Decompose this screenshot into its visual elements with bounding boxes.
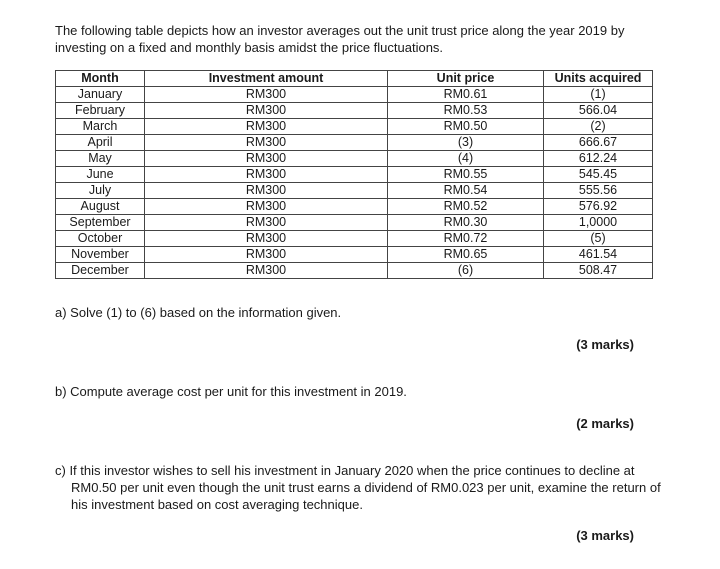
cell-units-acquired: 612.24 [544,151,653,167]
table-row [56,87,653,103]
cell-investment-amount: RM300 [145,263,388,279]
question-c-marks: (3 marks) [576,528,634,543]
cell-investment-amount: RM300 [145,231,388,247]
table-row [56,183,653,199]
cell-investment-amount: RM300 [145,199,388,215]
table-row [56,215,653,231]
table-row [56,167,653,183]
cell-month: February [56,103,145,119]
cell-unit-price: RM0.30 [388,215,544,231]
cell-unit-price: RM0.53 [388,103,544,119]
table-row [56,151,653,167]
cell-investment-amount: RM300 [145,247,388,263]
cell-units-acquired: (2) [544,119,653,135]
cell-investment-amount: RM300 [145,151,388,167]
cell-units-acquired: 666.67 [544,135,653,151]
cell-unit-price: RM0.65 [388,247,544,263]
cell-unit-price: RM0.72 [388,231,544,247]
cell-units-acquired: 576.92 [544,199,653,215]
cell-unit-price: (4) [388,151,544,167]
header-month: Month [56,71,145,87]
cell-unit-price: RM0.52 [388,199,544,215]
cell-units-acquired: 1,0000 [544,215,653,231]
table-header-row [56,71,653,87]
cell-unit-price: RM0.50 [388,119,544,135]
cell-investment-amount: RM300 [145,135,388,151]
cell-investment-amount: RM300 [145,167,388,183]
table-row [56,231,653,247]
cell-units-acquired: (1) [544,87,653,103]
header-units-acquired: Units acquired [544,71,653,87]
cell-units-acquired: 461.54 [544,247,653,263]
table-row [56,263,653,279]
header-unit-price: Unit price [388,71,544,87]
cell-month: July [56,183,145,199]
cell-month: September [56,215,145,231]
table-row [56,103,653,119]
question-c: c) If this investor wishes to sell his investment in January 2020 when the price continues to decline at RM0.50 per unit even though the unit trust earns a dividend of RM0.023 per unit, examine the return of his investment based on cost averaging technique. [55,463,661,512]
table-row [56,135,653,151]
cell-units-acquired: 555.56 [544,183,653,199]
cell-units-acquired: (5) [544,231,653,247]
question-b: b) Compute average cost per unit for this investment in 2019. [55,384,407,399]
cell-investment-amount: RM300 [145,103,388,119]
units-table [55,70,653,279]
table-row [56,119,653,135]
cell-units-acquired: 545.45 [544,167,653,183]
cell-month: June [56,167,145,183]
cell-month: December [56,263,145,279]
cell-month: January [56,87,145,103]
cell-month: April [56,135,145,151]
table-row [56,199,653,215]
cell-month: November [56,247,145,263]
question-a-marks: (3 marks) [576,337,634,352]
table-row [56,247,653,263]
cell-investment-amount: RM300 [145,119,388,135]
cell-investment-amount: RM300 [145,183,388,199]
header-investment-amount: Investment amount [145,71,388,87]
cell-units-acquired: 566.04 [544,103,653,119]
cell-month: May [56,151,145,167]
cell-investment-amount: RM300 [145,215,388,231]
cell-unit-price: (6) [388,263,544,279]
intro-paragraph: The following table depicts how an investor averages out the unit trust price along the year 2019 by investing on a fixed and monthly basis amidst the price fluctuations. [55,23,625,55]
cell-units-acquired: 508.47 [544,263,653,279]
cell-month: August [56,199,145,215]
question-b-marks: (2 marks) [576,416,634,431]
cell-month: October [56,231,145,247]
cell-month: March [56,119,145,135]
cell-unit-price: (3) [388,135,544,151]
cell-unit-price: RM0.55 [388,167,544,183]
question-a: a) Solve (1) to (6) based on the information given. [55,305,342,320]
cell-unit-price: RM0.54 [388,183,544,199]
cell-investment-amount: RM300 [145,87,388,103]
cell-unit-price: RM0.61 [388,87,544,103]
